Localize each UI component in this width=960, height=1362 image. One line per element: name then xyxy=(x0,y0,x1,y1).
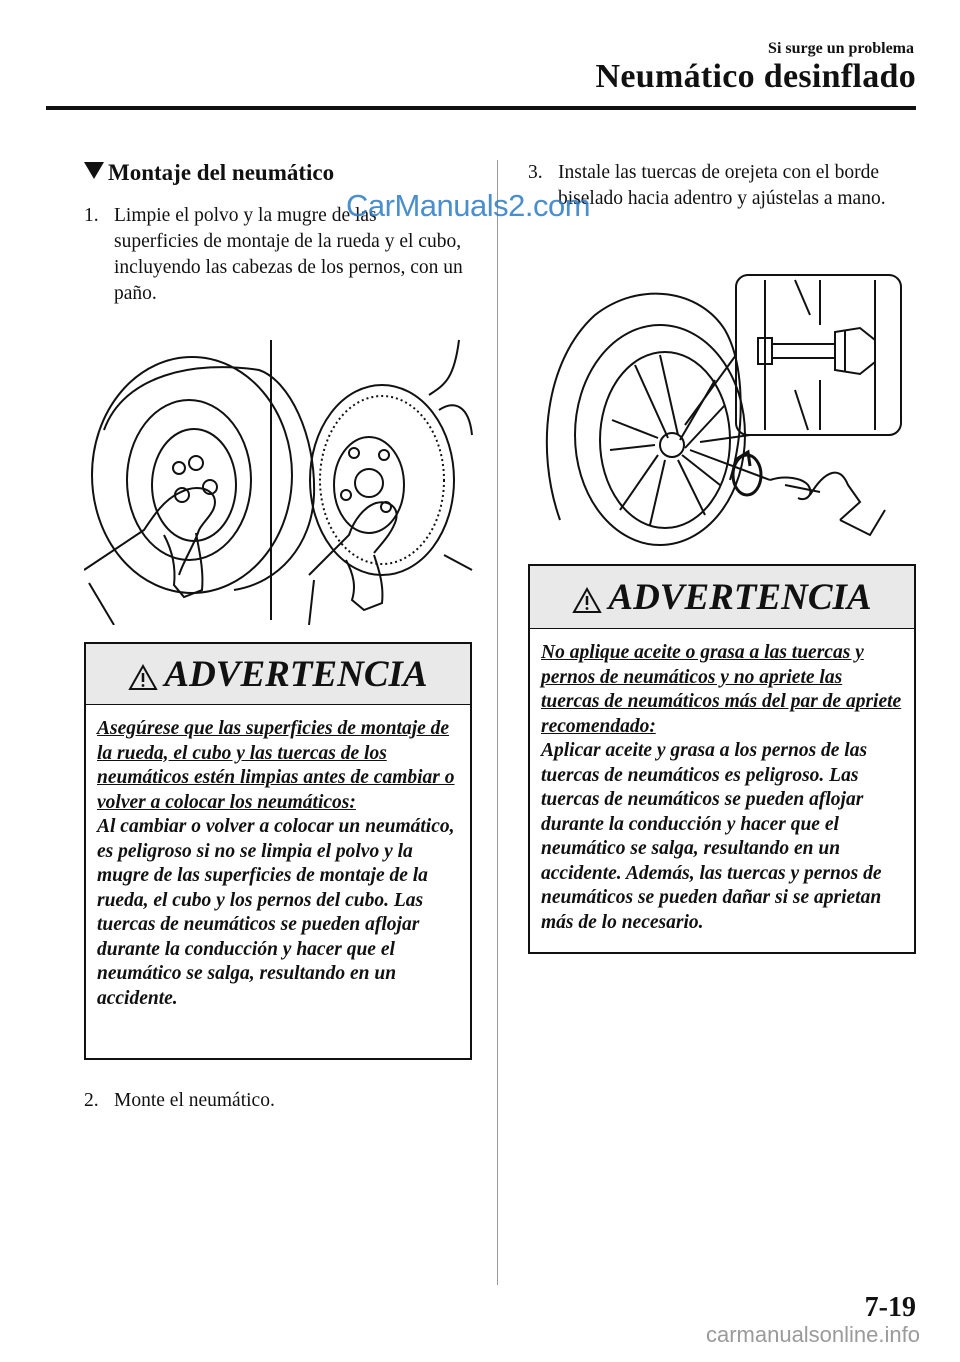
page-number: 7-19 xyxy=(864,1292,916,1323)
chapter-label: Si surge un problema xyxy=(768,40,914,57)
warning-underlined-text: No aplique aceite o grasa a las tuercas y pernos de neumáticos y no apriete las tuercas de neumáticos más del par de apriete recomendado: xyxy=(541,642,902,737)
warning-body-text: Al cambiar o volver a colocar un neumático, es peligroso si no se limpia el polvo y la mugre de las superficies de montaje de la rueda, el cubo y los pernos del cubo. Las tuercas de neumáticos se pueden aflojar durante la conducción y hacer que el neumático se salga, resultando en un accidente. xyxy=(97,816,455,1009)
warning-heading-text: ADVERTENCIA xyxy=(164,654,428,695)
step-2 xyxy=(84,1088,464,1114)
warning-body xyxy=(86,705,470,1021)
watermark-top: CarManuals2.com xyxy=(346,188,591,223)
warning-body xyxy=(530,629,914,945)
warning-triangle-icon xyxy=(128,664,158,691)
warning-heading-text: ADVERTENCIA xyxy=(608,577,872,618)
section-title-text: Montaje del neumático xyxy=(108,160,335,185)
warning-box-2 xyxy=(528,564,916,954)
warning-box-1 xyxy=(84,642,472,1060)
warning-heading xyxy=(86,644,470,705)
warning-underlined-text: Asegúrese que las superficies de montaje de la rueda, el cubo y las tuercas de los neumáticos estén limpias antes de cambiar o volver a colocar los neumáticos: xyxy=(97,718,455,813)
down-triangle-icon xyxy=(84,162,104,179)
warning-heading xyxy=(530,566,914,629)
step-text: Monte el neumático. xyxy=(114,1090,275,1111)
column-divider xyxy=(497,160,498,1285)
page-title: Neumático desinflado xyxy=(595,58,916,95)
step-text: Instale las tuercas de orejeta con el borde biselado hacia adentro y ajústelas a mano. xyxy=(558,162,886,209)
warning-body-text: Aplicar aceite y grasa a los pernos de las tuercas de neumáticos es peligroso. Las tuercas de neumáticos se pueden aflojar durante la conducción y hacer que el neumático se salga, resultando en un accidente. Además, las tuercas y pernos de neumáticos se pueden dañar si se aprietan más de lo necesario. xyxy=(541,740,882,933)
step-number: 2. xyxy=(84,1090,99,1111)
illustration-cleaning-surfaces xyxy=(84,335,474,625)
step-number: 1. xyxy=(84,205,99,226)
watermark-bottom: carmanualsonline.info xyxy=(705,1322,920,1347)
illustration-installing-lug-nuts xyxy=(540,270,910,555)
warning-triangle-icon xyxy=(572,587,602,614)
section-title xyxy=(84,160,334,186)
step-number: 3. xyxy=(528,162,543,183)
step-text: Limpie el polvo y la mugre de las superficies de montaje de la rueda y el cubo, incluyendo las cabezas de los pernos, con un paño. xyxy=(114,205,463,304)
header-rule xyxy=(46,106,916,110)
